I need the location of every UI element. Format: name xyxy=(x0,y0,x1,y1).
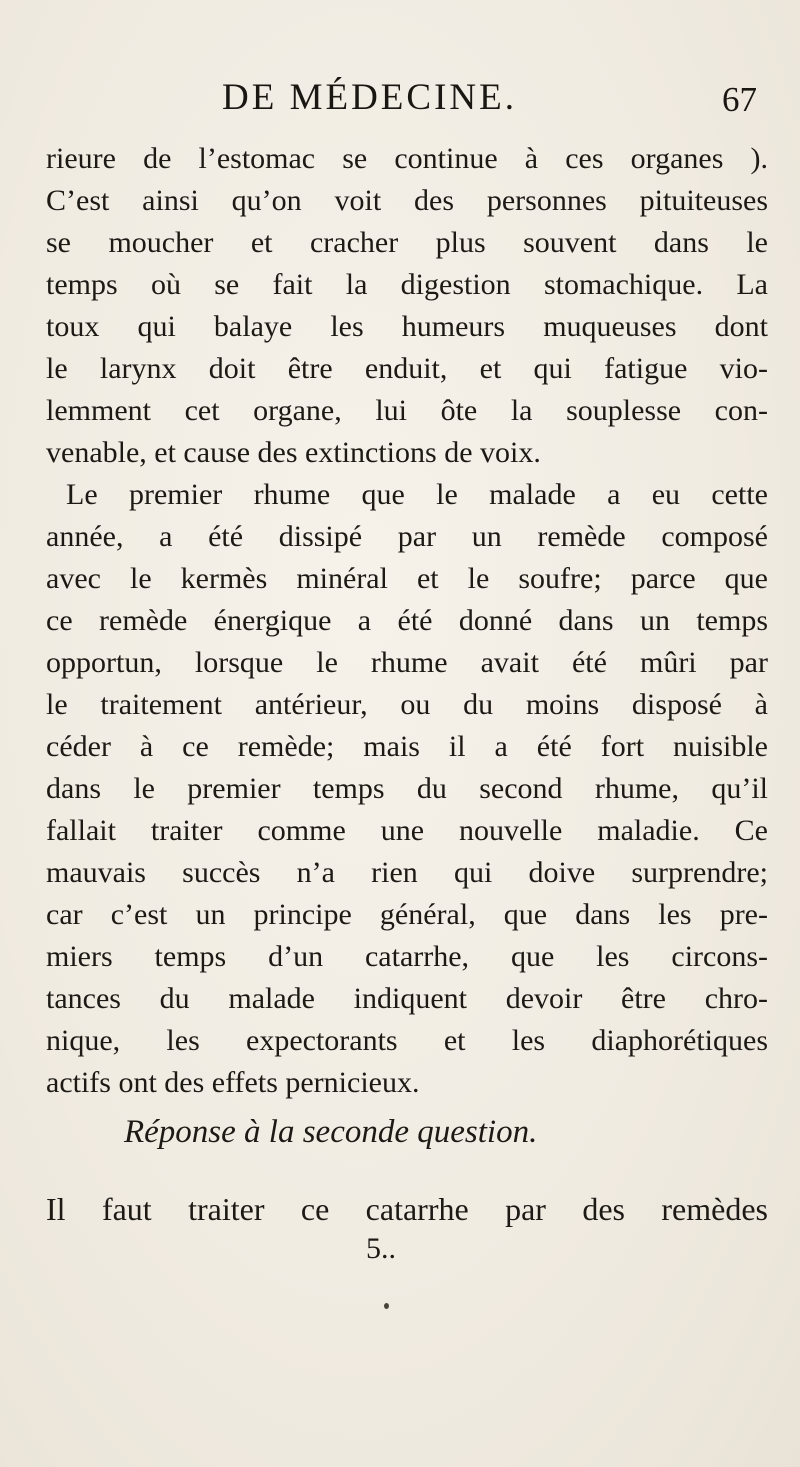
text-line: avec le kermès minéral et le soufre; parce que xyxy=(46,562,768,595)
section-heading: Réponse à la seconde question. xyxy=(124,1114,538,1150)
text-line: venable, et cause des extinctions de voix. xyxy=(46,436,541,469)
text-line: dans le premier temps du second rhume, qu’il xyxy=(46,772,768,805)
ink-speck xyxy=(384,1303,389,1309)
running-title: DE MÉDECINE. xyxy=(222,77,517,118)
text-line: ce remède énergique a été donné dans un temps xyxy=(46,604,768,637)
text-line: C’est ainsi qu’on voit des personnes pituiteuses xyxy=(46,184,768,217)
text-line: car c’est un principe général, que dans les pre- xyxy=(46,898,768,931)
signature-mark: 5.. xyxy=(366,1232,396,1265)
text-line: rieure de l’estomac se continue à ces organes ). xyxy=(46,142,768,175)
text-line: mauvais succès n’a rien qui doive surprendre; xyxy=(46,856,768,889)
text-line: actifs ont des effets pernicieux. xyxy=(46,1066,420,1099)
text-line: le traitement antérieur, ou du moins disposé à xyxy=(46,688,768,721)
body-text xyxy=(46,138,768,1104)
text-line: nique, les expectorants et les diaphorétiques xyxy=(46,1024,768,1057)
text-line: toux qui balaye les humeurs muqueuses dont xyxy=(46,310,768,343)
text-line: opportun, lorsque le rhume avait été mûri par xyxy=(46,646,768,679)
text-line: temps où se fait la digestion stomachique. La xyxy=(46,268,768,301)
text-line: Le premier rhume que le malade a eu cette xyxy=(66,478,768,511)
page-number: 67 xyxy=(722,80,757,119)
text-line: lemment cet organe, lui ôte la souplesse con- xyxy=(46,394,768,427)
text-line: Il faut traiter ce catarrhe par des remèdes xyxy=(46,1191,768,1227)
text-line: se moucher et cracher plus souvent dans le xyxy=(46,226,768,259)
text-line: céder à ce remède; mais il a été fort nuisible xyxy=(46,730,768,763)
text-line: le larynx doit être enduit, et qui fatigue vio- xyxy=(46,352,768,385)
text-line: tances du malade indiquent devoir être chro- xyxy=(46,982,768,1015)
text-line: année, a été dissipé par un remède composé xyxy=(46,520,768,553)
text-line: fallait traiter comme une nouvelle maladie. Ce xyxy=(46,814,768,847)
text-line: miers temps d’un catarrhe, que les circons- xyxy=(46,940,768,973)
